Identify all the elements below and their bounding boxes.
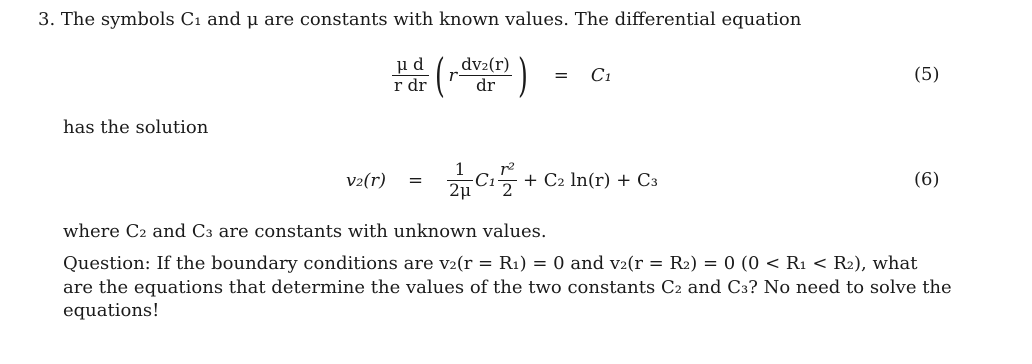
eq6-fraction-1 [447,160,473,201]
equation-6 [346,150,658,210]
has-solution-text: has the solution [63,117,209,138]
eq5-right-paren: ) [517,48,528,102]
eq6-frac1-denominator: 2μ [449,180,472,201]
eq6-frac1-numerator: 1 [454,159,466,180]
eq5-left-paren: ( [434,48,445,102]
eq6-equals: = [408,169,424,191]
eq5-inner-prefix: r [448,64,458,86]
question-line-2: are the equations that determine the values of the two constants C₂ and C₃? No need to solve the [63,277,952,298]
problem-intro-line [38,9,801,31]
eq5-inner-denominator: dr [475,75,495,96]
eq5-equals: = [553,64,569,86]
eq5-inner-numerator: dv₂(r) [461,54,510,75]
eq5-outer-numerator: μ d [396,54,424,75]
problem-number: 3. [38,9,56,30]
where-text: where C₂ and C₃ are constants with unknown values. [63,221,547,242]
problem-intro: The symbols C₁ and μ are constants with known values. The differential equation [60,9,802,30]
eq5-label: (5) [914,64,940,85]
eq5-rhs: C₁ [590,64,612,86]
eq5-inner-fraction [459,55,512,96]
equation-5 [390,44,612,106]
eq5-outer-denominator: r dr [394,75,427,96]
eq5-outer-fraction [392,55,429,96]
question-line-3: equations! [63,300,160,321]
eq6-frac2-numerator: r² [500,159,515,180]
eq6-fraction-2 [498,160,517,201]
eq6-lhs: v₂(r) [346,169,387,191]
eq6-frac2-denominator: 2 [502,180,513,201]
eq6-rest: + C₂ ln(r) + C₃ [522,169,658,191]
eq6-label: (6) [914,169,940,190]
eq6-c1: C₁ [475,169,497,191]
question-line-1: Question: If the boundary conditions are v₂(r = R₁) = 0 and v₂(r = R₂) = 0 (0 < R₁ < R₂), what [63,253,918,274]
